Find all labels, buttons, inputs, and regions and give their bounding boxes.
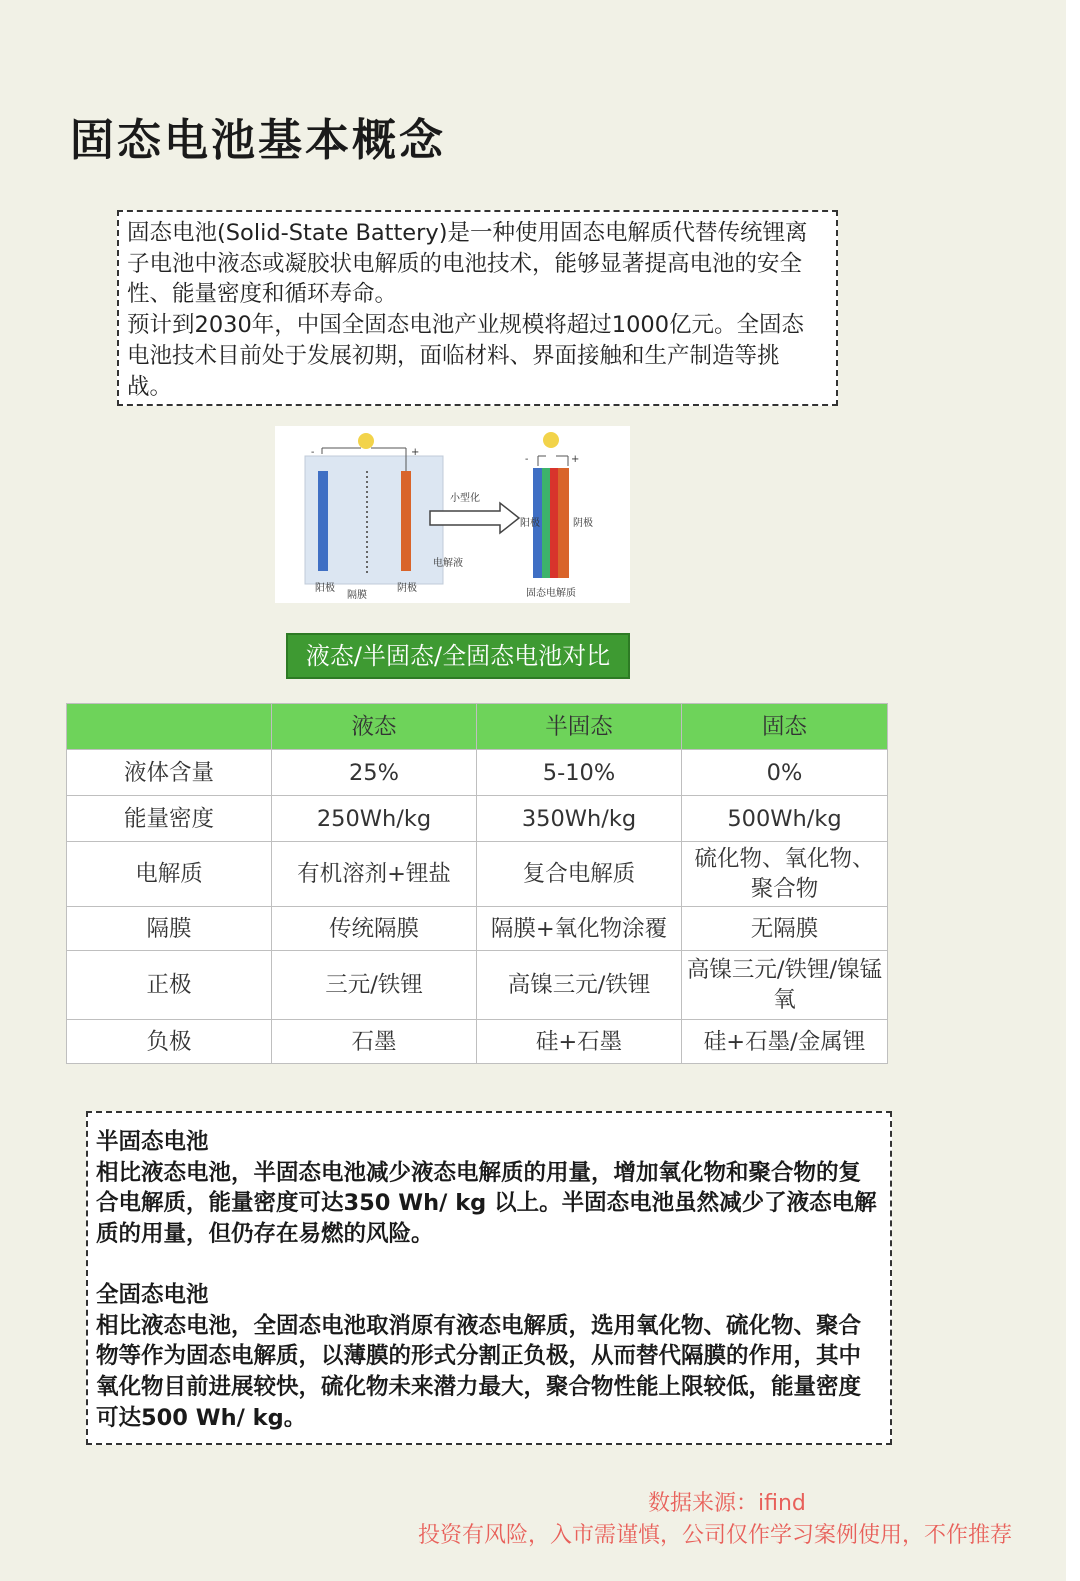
right-anode-label: 阳极 — [520, 518, 540, 529]
solid-electrolyte-label: 固态电解质 — [526, 588, 576, 599]
table-header-cell: 半固态 — [477, 704, 682, 750]
anode-bar — [318, 471, 328, 571]
comparison-table — [66, 703, 888, 1064]
table-cell: 复合电解质 — [477, 842, 682, 907]
table-cell: 高镍三元/铁锂 — [477, 951, 682, 1020]
arrow-label: 小型化 — [450, 493, 480, 504]
electrolyte-label: 电解液 — [433, 558, 463, 569]
table-cell: 250Wh/kg — [272, 796, 477, 842]
table-cell: 5-10% — [477, 750, 682, 796]
data-source: 数据来源：ifind — [648, 1491, 806, 1516]
plus-sign-right: + — [571, 454, 580, 465]
table-cell: 液体含量 — [67, 750, 272, 796]
table-cell: 三元/铁锂 — [272, 951, 477, 1020]
table-row — [67, 951, 888, 1020]
table-cell: 25% — [272, 750, 477, 796]
table-cell: 石墨 — [272, 1020, 477, 1064]
table-cell: 负极 — [67, 1020, 272, 1064]
table-cell: 隔膜+氧化物涂覆 — [477, 907, 682, 951]
table-cell: 500Wh/kg — [682, 796, 888, 842]
solid-state-heading: 全固态电池 — [96, 1281, 209, 1308]
table-cell: 350Wh/kg — [477, 796, 682, 842]
bulb-icon-right — [543, 432, 559, 448]
right-cathode-label: 阴极 — [573, 518, 593, 529]
table-cell: 正极 — [67, 951, 272, 1020]
table-cell: 无隔膜 — [682, 907, 888, 951]
semi-solid-text: 相比液态电池，半固态电池减少液态电解质的用量，增加氧化物和聚合物的复合电解质，能量密度可达350 Wh/ kg 以上。半固态电池虽然减少了液态电解质的用量，但仍存在易燃的风险。 — [96, 1159, 877, 1248]
table-row — [67, 907, 888, 951]
separator-label: 隔膜 — [347, 590, 367, 601]
minus-sign-right: - — [525, 454, 529, 465]
table-cell: 隔膜 — [67, 907, 272, 951]
comparison-table-title: 液态/半固态/全固态电池对比 — [286, 633, 630, 679]
table-header-cell — [67, 704, 272, 750]
table-cell: 有机溶剂+锂盐 — [272, 842, 477, 907]
intro-paragraph-1: 固态电池(Solid-State Battery)是一种使用固态电解质代替传统锂离子电池中液态或凝胶状电解质的电池技术，能够显著提高电池的安全性、能量密度和循环寿命。 — [127, 220, 808, 308]
table-cell: 高镍三元/铁锂/镍锰氧 — [682, 951, 888, 1020]
table-row — [67, 750, 888, 796]
cathode-label: 阴极 — [397, 583, 417, 594]
anode-label: 阳极 — [315, 583, 335, 594]
table-header-cell: 固态 — [682, 704, 888, 750]
table-cell: 传统隔膜 — [272, 907, 477, 951]
page-right-edge — [1066, 0, 1080, 1581]
solid-state-text: 相比液态电池，全固态电池取消原有液态电解质，选用氧化物、硫化物、聚合物等作为固态电解质，以薄膜的形式分割正负极，从而替代隔膜的作用，其中氧化物目前进展较快，硫化物未来潜力最大，聚合物性能上限较低，能量密度可达500 Wh/ kg。 — [96, 1312, 862, 1431]
semi-solid-heading: 半固态电池 — [96, 1129, 209, 1155]
table-row — [67, 1020, 888, 1064]
table-row — [67, 842, 888, 907]
solid-electrolyte-green — [542, 468, 550, 578]
table-header-row — [67, 704, 888, 750]
solid-cathode-bar — [558, 468, 569, 578]
table-row — [67, 796, 888, 842]
intro-paragraph-2: 预计到2030年，中国全固态电池产业规模将超过1000亿元。全固态电池技术目前处于发展初期，面临材料、界面接触和生产制造等挑战。 — [127, 312, 805, 400]
plus-sign: + — [411, 447, 420, 458]
table-cell: 电解质 — [67, 842, 272, 907]
disclaimer: 投资有风险，入市需谨慎，公司仅作学习案例使用，不作推荐 — [418, 1523, 1013, 1548]
page-title: 固态电池基本概念 — [70, 115, 446, 166]
notes-box — [86, 1111, 892, 1445]
solid-electrolyte-red — [550, 468, 558, 578]
table-cell: 0% — [682, 750, 888, 796]
table-header-cell: 液态 — [272, 704, 477, 750]
table-cell: 硅+石墨 — [477, 1020, 682, 1064]
bulb-icon — [358, 433, 374, 449]
table-cell: 硅+石墨/金属锂 — [682, 1020, 888, 1064]
intro-box — [117, 210, 838, 406]
table-cell: 硫化物、氧化物、聚合物 — [682, 842, 888, 907]
battery-diagram — [275, 426, 630, 603]
minus-sign: - — [311, 447, 315, 458]
table-cell: 能量密度 — [67, 796, 272, 842]
cathode-bar — [401, 471, 411, 571]
